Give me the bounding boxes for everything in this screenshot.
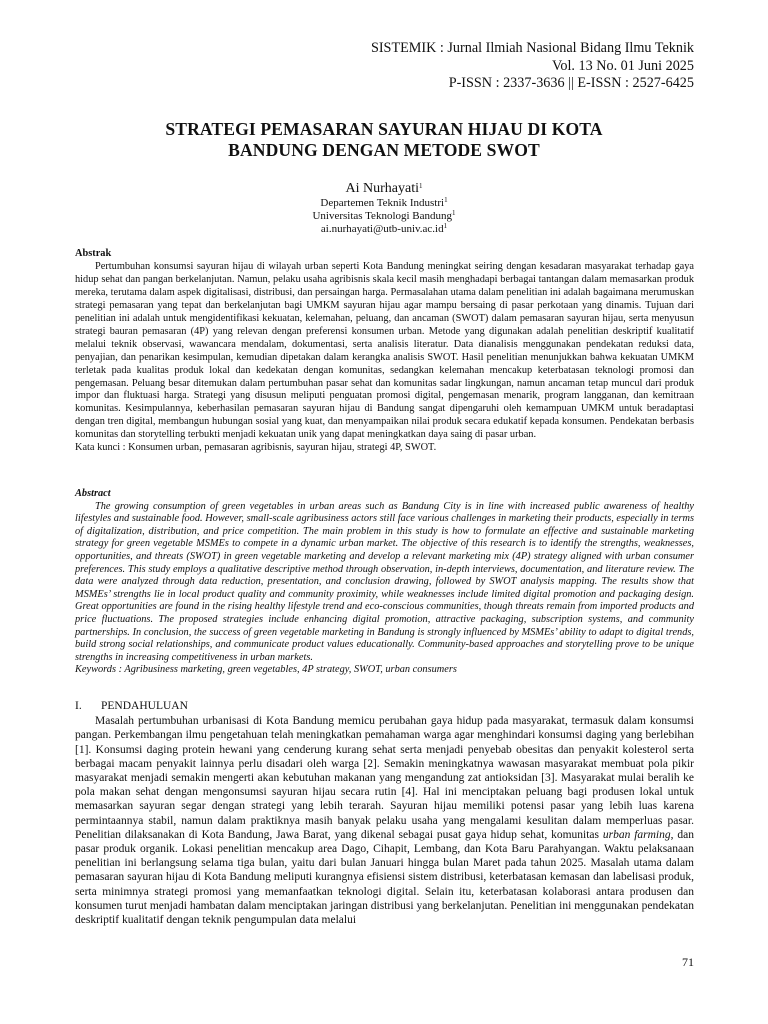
- author-name: Ai Nurhayati: [345, 181, 419, 196]
- author-email-line: $ai.nurhayati@utb-univ.ac.id^1$: [320, 222, 448, 235]
- author-department: Departemen Teknik Industri: [320, 197, 445, 209]
- author-name-line: [60, 180, 708, 197]
- italic-term: urban farming: [602, 828, 671, 841]
- journal-header: [371, 40, 694, 93]
- journal-issn: P-ISSN : 2337-3636 || E-ISSN : 2527-6425: [448, 75, 694, 91]
- author-email[interactable]: ai.nurhayati@utb-univ.ac.id: [320, 223, 444, 235]
- paper-title: [60, 119, 708, 161]
- section-title: PENDAHULUAN: [101, 700, 188, 712]
- author-university: Universitas Teknologi Bandung: [312, 210, 453, 222]
- section-heading: [75, 699, 694, 713]
- section-number: I.: [75, 700, 82, 712]
- abstrak-section: [75, 248, 694, 455]
- abstract-section: [75, 488, 694, 677]
- abstract-heading: Abstract: [75, 488, 111, 499]
- abstract-keywords: Keywords : Agribusiness marketing, green vegetables, 4P strategy, SWOT, urban consumers: [75, 664, 457, 676]
- title-line-2: BANDUNG DENGAN METODE SWOT: [228, 140, 540, 160]
- journal-volume: Vol. 13 No. 01 Juni 2025: [551, 57, 694, 74]
- author-department-line: Departemen Teknik Industri$^1$: [320, 196, 448, 209]
- introduction-section: [75, 699, 694, 927]
- title-line-1: STRATEGI PEMASARAN SAYURAN HIJAU DI KOTA: [165, 119, 603, 139]
- abstrak-body: Pertumbuhan konsumsi sayuran hijau di wilayah urban seperti Kota Bandung meningkat seiring dengan kesadaran masyarakat terhadap gaya hidup sehat dan pangan berkelanjutan. Namun, pelaku usaha agribisnis skala kecil masih menghadapi berbagai tantangan dalam memasarkan produk mereka, terutama dalam aspek digitalisasi, distribusi, dan persaingan harga. Permasalahan utama dalam penelitian ini adalah bagaimana merumuskan strategi pemasaran yang tepat dan berkelanjutan bagi UMKM sayuran hijau agar mampu bersaing di pasar perkotaan yang dinamis. Tujuan dari penelitian ini adalah untuk mengidentifikasi kekuatan, kelemahan, peluang, dan ancaman (SWOT) dalam pemasaran sayuran hijau, serta menyusun strategi bauran pemasaran (4P) yang relevan dengan preferensi konsumen urban. Metode yang digunakan adalah penelitian deskriptif kualitatif melalui teknik observasi, wawancara mendalam, dokumentasi, serta analisis literatur. Data dianalisis menggunakan pendekatan reduksi data, penyajian, dan penarikan kesimpulan, kemudian dipetakan dalam kerangka analisis SWOT. Hasil penelitian menunjukkan bahwa kekuatan UMKM terletak pada kualitas produk lokal dan kedekatan dengan komunitas, sedangkan kelemahan mencakup keterbatasan teknologi promosi dan pengemasan. Peluang besar ditemukan dalam pertumbuhan pasar sehat dan komunitas sadar lingkungan, namun ancaman tetap muncul dari produk impor dan fluktuasi harga. Strategi yang disusun meliputi penguatan promosi digital, pengemasan menarik, program langganan, dan kemitraan komunitas. Kesimpulannya, keberhasilan pemasaran sayuran hijau di Bandung sangat dipengaruhi oleh kemampuan UMKM untuk beradaptasi dengan tren digital, membangun hubungan sosial yang kuat, dan menyampaikan nilai produk secara edukatif kepada konsumen. Pendekatan berbasis komunitas dan storytelling terbukti menjadi kekuatan unik yang dapat meningkatkan daya saing di pasar urban.: [75, 260, 694, 441]
- introduction-paragraph: Masalah pertumbuhan urbanisasi di Kota Bandung memicu perubahan gaya hidup pada masyarakat, termasuk dalam konsumsi pangan. Perkembangan ilmu pengetahuan telah meningkatkan pemahaman warga agar menghindari konsumsi daging yang berlebihan [1]. Konsumsi daging protein hewani yang cenderung kurang sehat serta menjadi penyebab obesitas dan penyakit kolesterol serta berbagai macam penyakit lainnya perlu disadari oleh warga [2]. Semakin meningkatnya wawasan masyarakat membuat pola pikir masyarakat menjadi semakin mengerti akan kebutuhan makanan yang mengandung zat antioksidan [3]. Masyarakat mulai beralih ke pola makan sehat dengan mengonsumsi sayuran hijau secara rutin [4]. Hal ini menciptakan peluang bagi produsen lokal untuk memasarkan sayuran segar dengan strategi yang lebih terarah. Sayuran hijau memiliki potensi pasar yang lebih luas karena permintaannya stabil, namun dalam praktiknya masih banyak pelaku usaha yang mengalami kesulitan dalam memperluas pasar. Penelitian dilaksanakan di Kota Bandung, Jawa Barat, yang dikenal sebagai pusat gaya hidup sehat, komunitas urban farming, dan pasar produk organik. Lokasi penelitian mencakup area Dago, Cihapit, Lembang, dan Kota Baru Parahyangan. Waktu pelaksanaan penelitian ini berlangsung selama tiga bulan, yaitu dari bulan Januari hingga bulan Maret pada tahun 2025. Masalah utama dalam pemasaran sayuran hijau di Kota Bandung meliputi kurangnya efisiensi sistem distribusi, keterbatasan kemasan dan labelisasi produk, serta minimnya strategi promosi yang memanfaatkan teknologi digital. Selain itu, keterbatasan kolaborasi antara produsen dan konsumen turut menjadi hambatan dalam menciptakan jaringan distribusi yang berkelanjutan. Penelitian ini menggunakan pendekatan deskriptif kualitatif dengan teknik pengumpulan data melalui: [75, 715, 694, 927]
- abstrak-keywords: Kata kunci : Konsumen urban, pemasaran agribisnis, sayuran hijau, strategi 4P, SWOT.: [75, 442, 437, 454]
- page-number: 71: [682, 955, 694, 969]
- abstract-body: The growing consumption of green vegetables in urban areas such as Bandung City is in line with increased public awareness of healthy lifestyles and sustainable food. However, small-scale agribusiness actors still face various challenges in marketing their products, especially in terms of digitalization, distribution, and price competition. The main problem in this study is how to formulate an effective and sustainable marketing strategy for green vegetable MSMEs to compete in a dynamic urban market. The objective of this research is to identify the strengths, weaknesses, opportunities, and threats (SWOT) in green vegetable marketing and develop a relevant marketing mix (4P) strategy aligned with urban consumer preferences. This study employs a qualitative descriptive method through observation, in-depth interviews, documentation, and literature review. The data were analyzed through data reduction, presentation, and conclusion drawing, followed by SWOT analysis mapping. The results show that MSMEs’ strengths lie in local product quality and community proximity, while weaknesses include limited digital promotion and packaging design. Great opportunities are found in the rising healthy lifestyle trend and eco-conscious communities, though threats remain from imported products and price fluctuations. The proposed strategies include enhancing digital promotion, attractive packaging, subscription systems, and community partnerships. In conclusion, the success of green vegetable marketing in Bandung is strongly influenced by MSMEs’ ability to adapt to digital trends, build strong social relationships, and communicate product values educationally. Community-based approaches and storytelling prove to be unique strengths in increasing competitiveness in urban markets.: [75, 500, 694, 663]
- author-sup: 1: [418, 182, 423, 190]
- abstrak-heading: Abstrak: [75, 248, 112, 259]
- author-university-line: Universitas Teknologi Bandung$^1$: [312, 209, 456, 222]
- author-block: [60, 180, 708, 236]
- journal-name: SISTEMIK : Jurnal Ilmiah Nasional Bidang Ilmu Teknik: [370, 40, 694, 56]
